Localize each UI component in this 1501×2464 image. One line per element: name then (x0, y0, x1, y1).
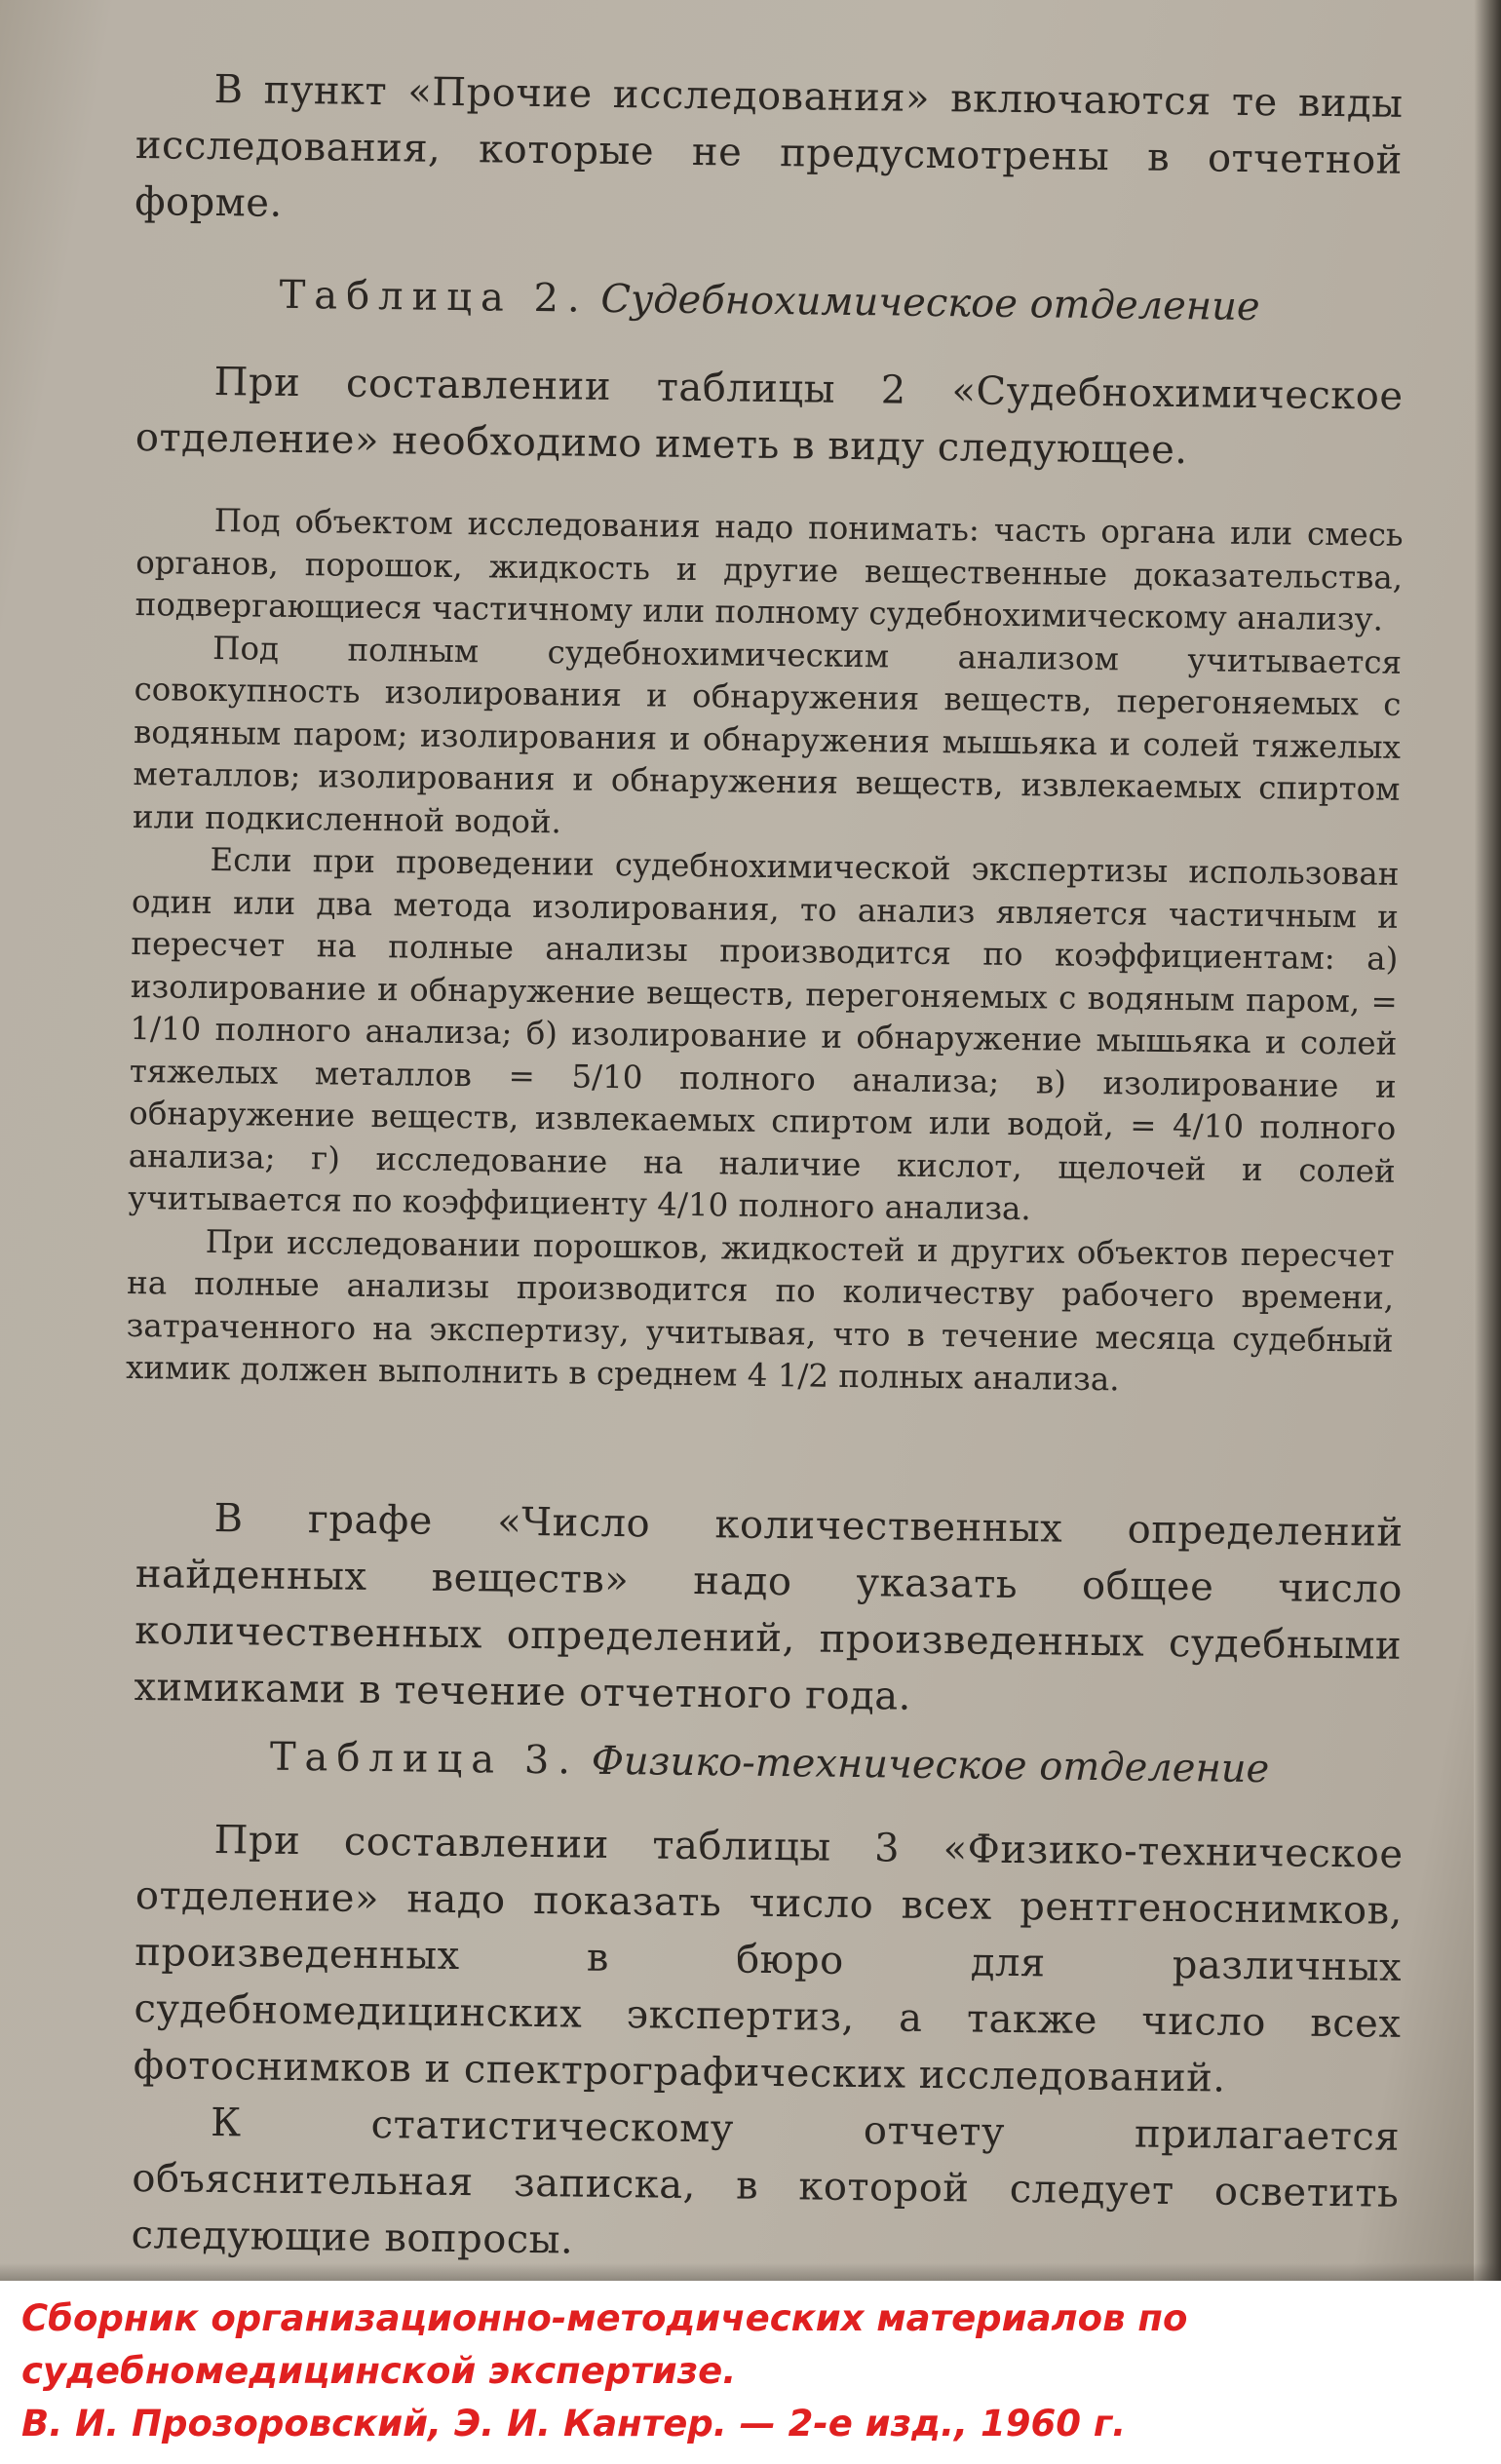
table2-paragraph-4: При исследовании порошков, жидкостей и других объектов пересчет на полные анализы производится по количеству рабочего времени, затраченного на экспертизу, учитывая, что в течение месяца судебный химик должен выполнить в среднем 4 1/2 полных анализа. (125, 1222, 1395, 1399)
table2-paragraph-5: В графе «Число количественных определений найденных веществ» надо указать общее число количественных определений, произведенных судебными химиками в течение отчетного года. (134, 1495, 1404, 1719)
table2-paragraph-2: Под полным судебнохимическим анализом учитывается совокупность изолирования и обнаружения веществ, перегоняемых с водяным паром; изолирования и обнаружения мышьяка и солей тяжелых металлов; изолирования и обнаружения веществ, извлекаемых спиртом или подкисленной водой. (132, 629, 1403, 840)
table2-heading-block (135, 265, 1404, 337)
table3-body-block (131, 1811, 1404, 2279)
table2-quantitative-block (134, 1489, 1404, 1731)
table3-heading (135, 1727, 1404, 1799)
table3-heading-prefix: Таблица 3. (269, 1734, 580, 1784)
intro-paragraph: В пункт «Прочие исследования» включаются те виды исследования, которые не предусмотрены в отчетной форме. (134, 66, 1404, 226)
table3-heading-title: Физико-техническое отделение (591, 1738, 1270, 1792)
table2-lead: При составлении таблицы 2 «Судебнохимическое отделение» необходимо иметь в виду следующее. (135, 359, 1404, 474)
source-caption (21, 2292, 1483, 2450)
table3-paragraph-2: К статистическому отчету прилагается объяснительная записка, в которой следует осветить следующие вопросы. (131, 2099, 1401, 2263)
table3-heading-block (135, 1727, 1404, 1799)
caption-line-1: Сборник организационно-методических материалов по (21, 2297, 1188, 2339)
table2-heading-prefix: Таблица 2. (279, 272, 590, 322)
table2-lead-block (135, 353, 1404, 481)
intro-block (135, 60, 1404, 246)
table3-paragraph-1: При составлении таблицы 3 «Физико-техническое отделение» надо показать число всех рентгеноснимков, произведенных в бюро для различных судебномедицинских экспертиз, а также число всех фотоснимков и спектрографических исследований. (133, 1817, 1404, 2101)
table2-paragraph-1: Под объектом исследования надо понимать: часть органа или смесь органов, порошок, жидкость и другие вещественные доказательства, подвергающиеся частичному или полному судебнохимическому анализу. (135, 501, 1404, 638)
caption-line-3: В. И. Прозоровский, Э. И. Кантер. — 2-е изд., 1960 г. (21, 2403, 1127, 2445)
table2-heading-title: Судебнохимическое отделение (600, 276, 1260, 330)
page-edge-shadow (1474, 0, 1501, 2281)
caption-line-2: судебномедицинской экспертизе. (21, 2350, 737, 2392)
table2-small-block (126, 499, 1404, 1405)
table2-heading (135, 265, 1404, 337)
page-bottom-shadow (0, 2263, 1501, 2281)
table2-paragraph-3: Если при проведении судебнохимической экспертизы использован один или два метода изолирования, то анализ является частичным и пересчет на полные анализы производится по коэффициентам: а) изолирование и обнаружение веществ, перегоняемых с водяным паром, = 1/10 полного анализа; б) изолирование и обнаружение мышьяка и солей тяжелых металлов = 5/10 полного анализа; в) изолирование и обнаружение веществ, извлекаемых спиртом или водой, = 4/10 полного анализа; г) исследование на наличие кислот, щелочей и солей учитывается по коэффициенту 4/10 полного анализа. (128, 840, 1400, 1228)
